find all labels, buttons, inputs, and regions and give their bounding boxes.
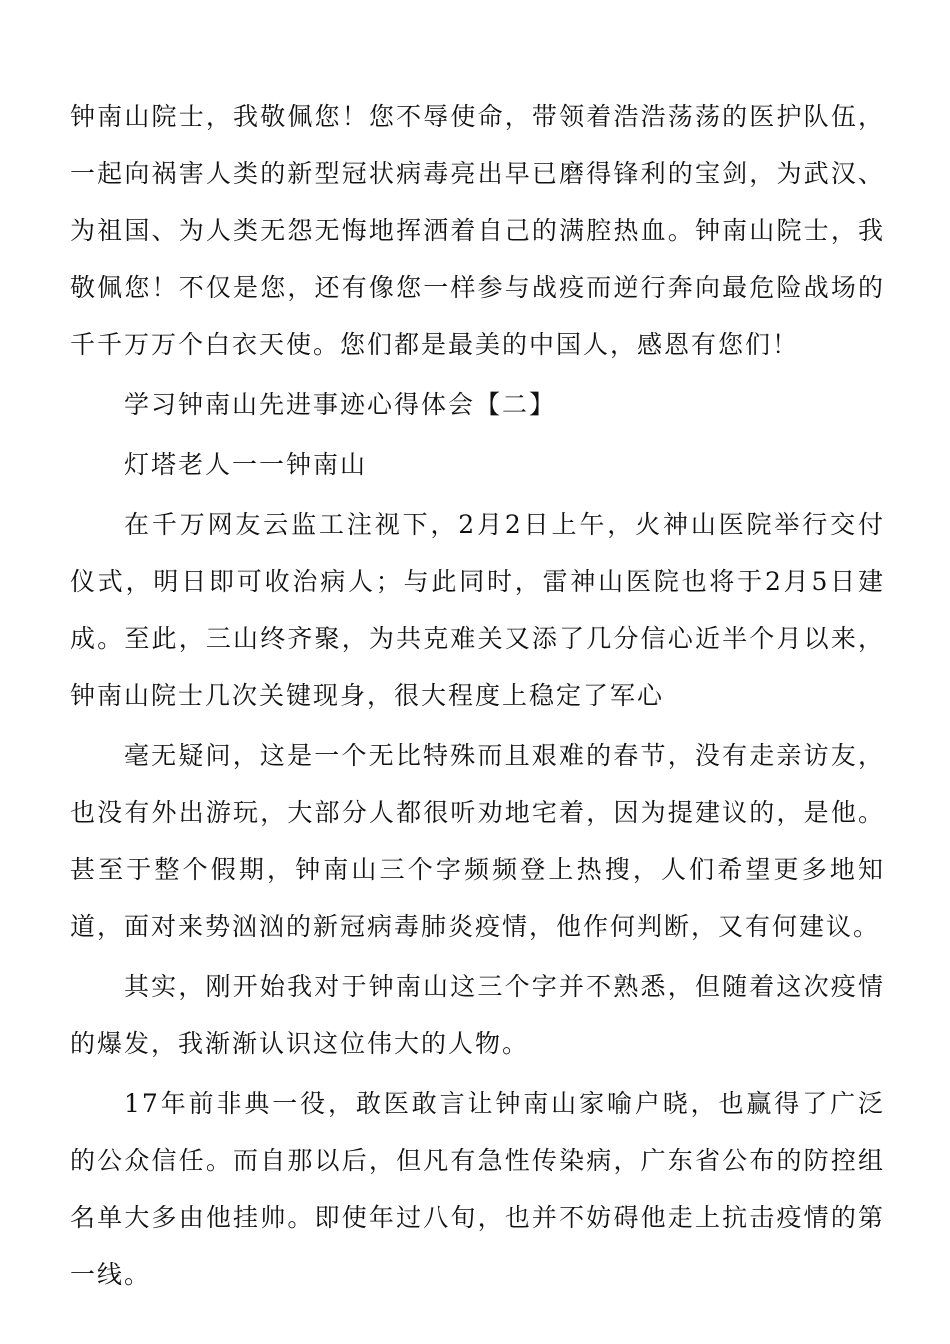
section-heading: 学习钟南山先进事迹心得体会【二】: [124, 390, 557, 419]
document-body: [70, 88, 885, 1306]
paragraph-recognition: 其实，刚开始我对于钟南山这三个字并不熟悉，但随着这次疫情的爆发，我渐渐认识这位伟大的人物。: [70, 972, 885, 1058]
paragraph-tribute: 钟南山院士，我敬佩您！您不辱使命，带领着浩浩荡荡的医护队伍，一起向祸害人类的新型冠状病毒亮出早已磨得锋利的宝剑，为武汉、为祖国、为人类无怨无悔地挥洒着自己的满腔热血。钟南山院士，我敬佩您！不仅是您，还有像您一样参与战疫而逆行奔向最危险战场的千千万万个白衣天使。您们都是最美的中国人，感恩有您们！: [70, 102, 885, 359]
paragraph-sars: 17年前非典一役，敢医敢言让钟南山家喻户晓，也赢得了广泛的公众信任。而自那以后，但凡有急性传染病，广东省公布的防控组名单大多由他挂帅。即使年过八旬，也并不妨碍他走上抗击疫情的第一线。: [70, 1089, 885, 1289]
paragraph-hospitals: 在千万网友云监工注视下，2月2日上午，火神山医院举行交付仪式，明日即可收治病人；与此同时，雷神山医院也将于2月5日建成。至此，三山终齐聚，为共克难关又添了几分信心近半个月以来，钟南山院士几次关键现身，很大程度上稳定了军心: [70, 510, 885, 710]
subsection-title: 灯塔老人一一钟南山: [124, 450, 368, 479]
paragraph-spring-festival: 毫无疑问，这是一个无比特殊而且艰难的春节，没有走亲访友，也没有外出游玩，大部分人都很听劝地宅着，因为提建议的，是他。甚至于整个假期，钟南山三个字频频登上热搜，人们希望更多地知道，面对来势汹汹的新冠病毒肺炎疫情，他作何判断，又有何建议。: [70, 741, 885, 941]
